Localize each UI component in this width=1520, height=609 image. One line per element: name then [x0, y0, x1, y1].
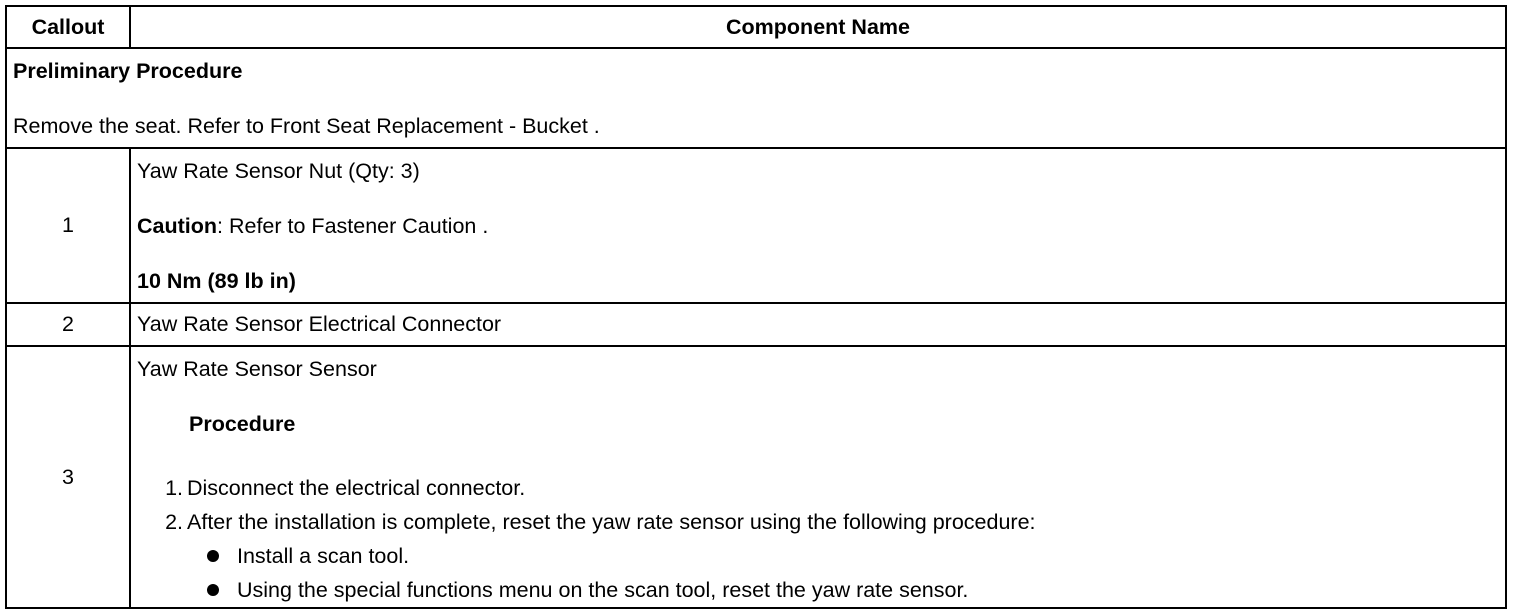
bullet-icon [207, 584, 219, 596]
procedure-heading: Procedure [189, 412, 296, 436]
procedure-step: 1. Disconnect the electrical connector. [165, 476, 526, 500]
procedure-table [5, 5, 1507, 609]
preliminary-row [6, 48, 1506, 148]
callout-number: 3 [6, 346, 130, 608]
component-name: Yaw Rate Sensor Electrical Connector [137, 312, 502, 336]
component-name: Yaw Rate Sensor Nut (Qty: 3) [137, 159, 420, 183]
caution-note: Caution: Refer to Fastener Caution . [137, 214, 489, 238]
preliminary-heading: Preliminary Procedure [13, 59, 243, 83]
torque-spec: 10 Nm (89 lb in) [137, 269, 296, 293]
procedure-step: 2. After the installation is complete, reset the yaw rate sensor using the following procedure: [165, 510, 1036, 534]
callout-number: 2 [6, 303, 130, 346]
component-name: Yaw Rate Sensor Sensor [137, 357, 377, 381]
table-row [6, 148, 1506, 303]
table-row [6, 346, 1506, 608]
callout-number: 1 [6, 148, 130, 303]
component-name-header: Component Name [130, 6, 1506, 48]
list-item: Using the special functions menu on the scan tool, reset the yaw rate sensor. [137, 573, 1505, 607]
table-row [6, 303, 1506, 346]
bullet-icon [207, 550, 219, 562]
header-row [6, 6, 1506, 48]
callout-header: Callout [6, 6, 130, 48]
list-item: Install a scan tool. [137, 539, 1505, 573]
preliminary-text: Remove the seat. Refer to Front Seat Replacement - Bucket . [13, 114, 600, 138]
